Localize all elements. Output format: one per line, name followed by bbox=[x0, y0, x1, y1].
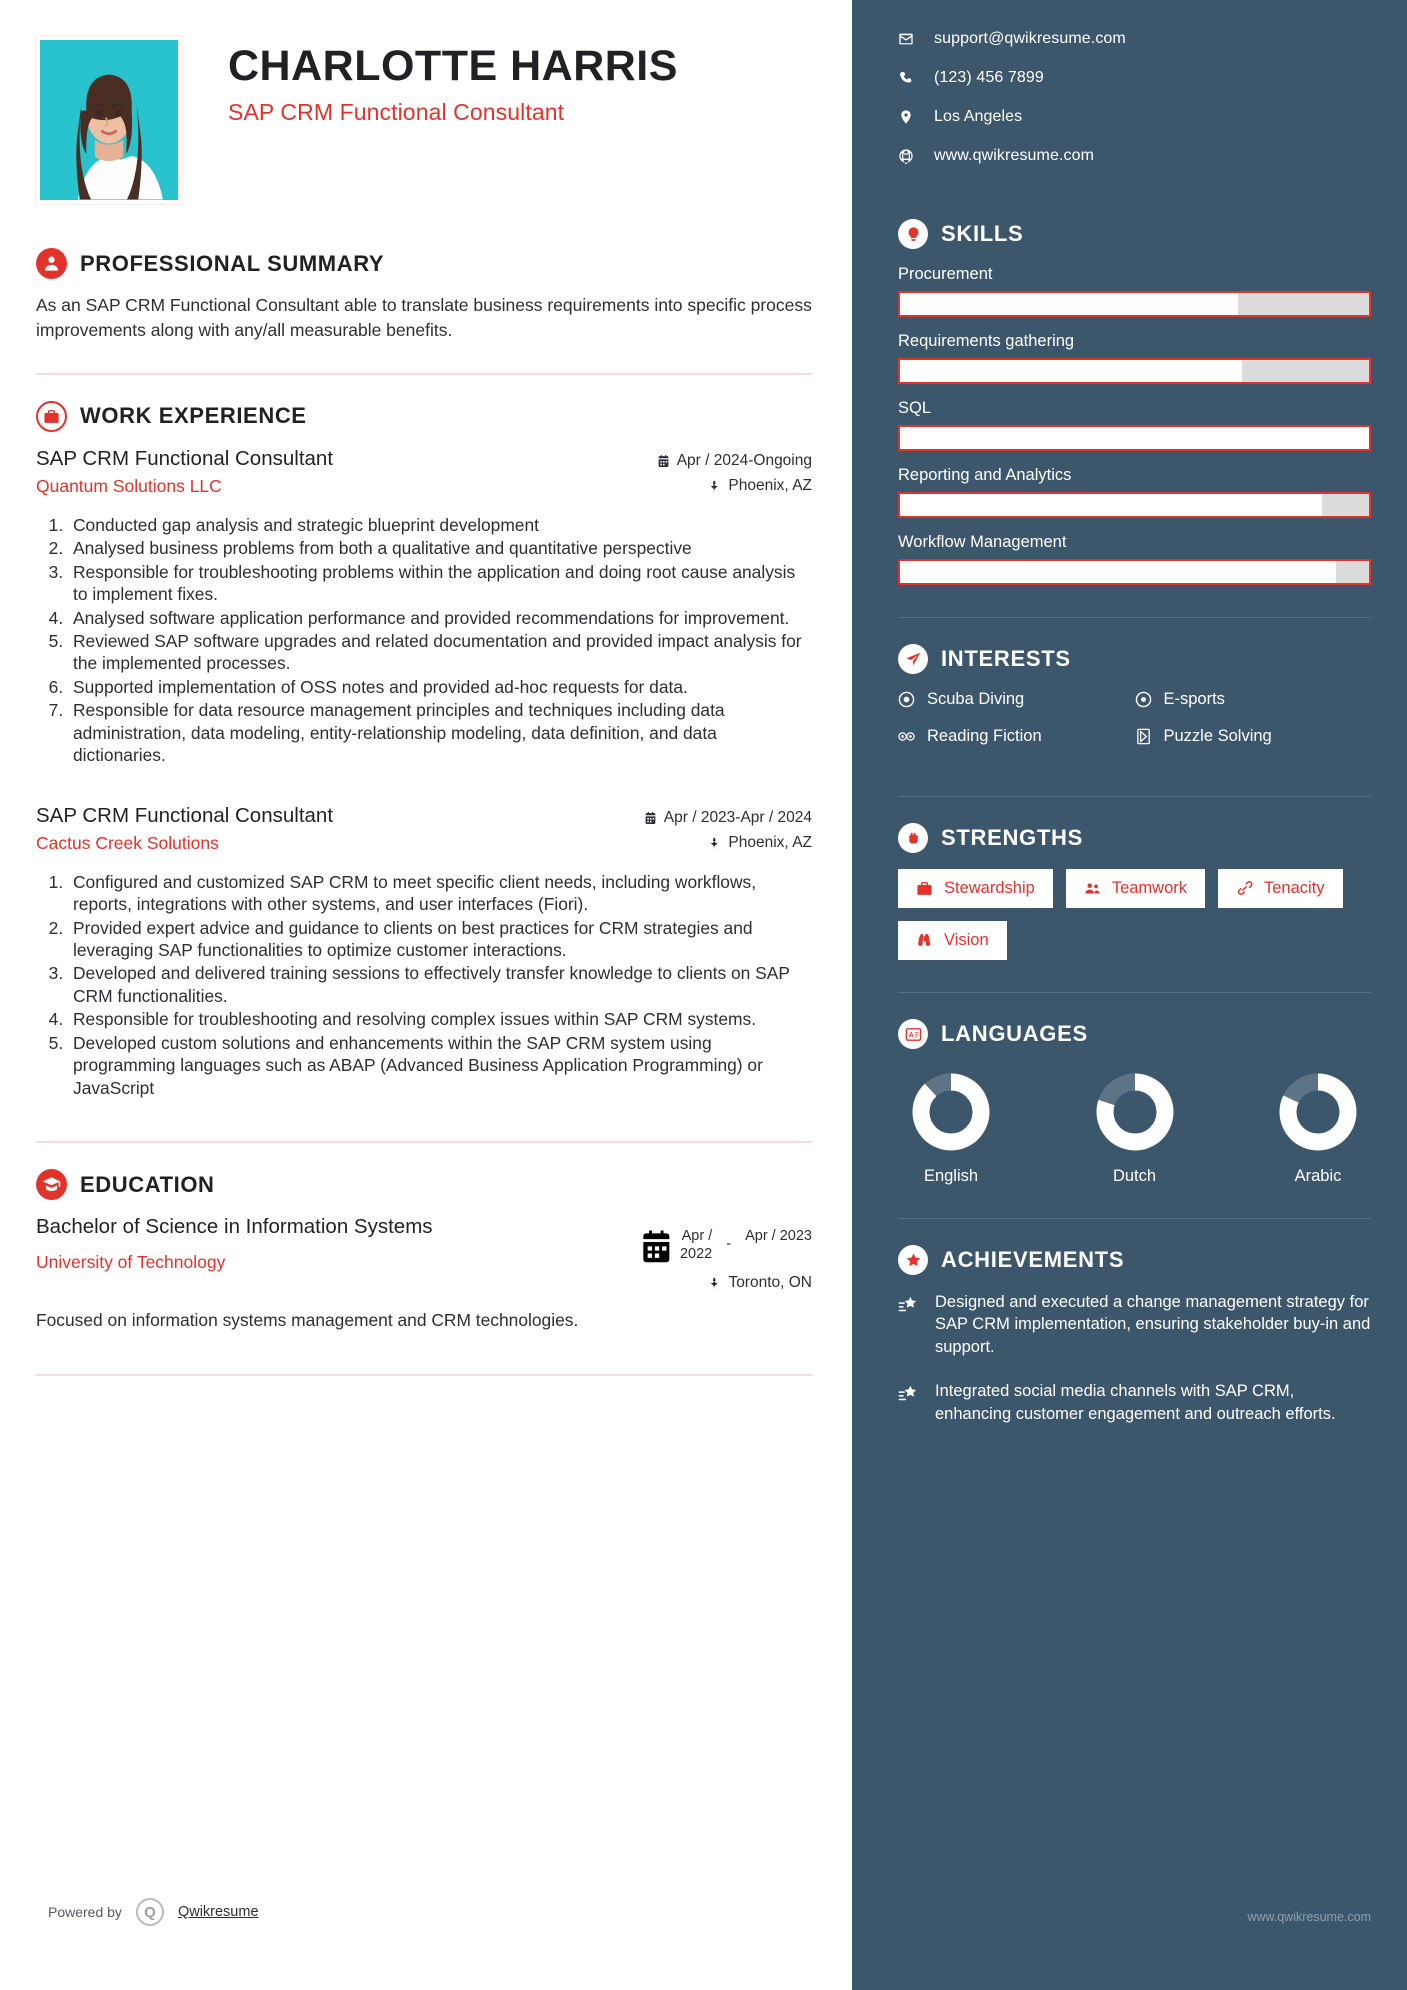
skill-progress-fill bbox=[900, 293, 1238, 315]
interests-section-header bbox=[898, 644, 1371, 674]
esports-icon bbox=[1135, 691, 1152, 708]
people-icon bbox=[1084, 880, 1101, 897]
paper-plane-icon bbox=[898, 644, 928, 674]
work-entry-meta bbox=[632, 803, 812, 859]
education-school: University of Technology bbox=[36, 1252, 226, 1273]
strength-label: Teamwork bbox=[1111, 879, 1187, 897]
section-skills bbox=[898, 219, 1371, 585]
work-bullet: 4. Responsible for troubleshooting and resolving complex issues within SAP CRM systems. bbox=[68, 1008, 812, 1030]
achievement-item bbox=[898, 1380, 1371, 1425]
section-interests bbox=[898, 644, 1371, 764]
briefcase-icon bbox=[916, 880, 933, 897]
briefcase-icon bbox=[36, 401, 67, 432]
strength-chip bbox=[898, 921, 1007, 960]
resume-header bbox=[36, 36, 812, 204]
divider bbox=[36, 373, 812, 375]
work-dates-row bbox=[632, 452, 812, 470]
work-entry-left bbox=[36, 446, 566, 497]
page-footer bbox=[48, 1898, 259, 1926]
contact-phone-row[interactable] bbox=[898, 69, 1371, 87]
interest-label: E-sports bbox=[1163, 690, 1225, 708]
divider bbox=[36, 1374, 812, 1376]
skill-progress-fill bbox=[900, 494, 1322, 516]
interest-item bbox=[898, 690, 1135, 709]
divider bbox=[36, 1141, 812, 1143]
strengths-section-header bbox=[898, 823, 1371, 853]
interest-label: Reading Fiction bbox=[927, 727, 1042, 745]
strength-label: Stewardship bbox=[944, 879, 1035, 897]
pin-icon bbox=[708, 836, 721, 850]
work-location: Phoenix, AZ bbox=[728, 476, 812, 494]
strength-chip bbox=[1218, 869, 1343, 908]
education-dates-row bbox=[632, 1220, 812, 1263]
work-entry-meta bbox=[632, 446, 812, 502]
education-entry-meta bbox=[632, 1214, 812, 1298]
strength-label: Tenacity bbox=[1264, 879, 1325, 897]
calendar-icon bbox=[639, 1229, 674, 1264]
interest-item bbox=[1135, 690, 1372, 709]
skill-label: Requirements gathering bbox=[898, 332, 1075, 350]
achievements-section-header bbox=[898, 1245, 1371, 1275]
languages-heading: LANGUAGES bbox=[941, 1021, 1088, 1046]
language-label: English bbox=[923, 1167, 979, 1185]
strength-chip bbox=[898, 869, 1053, 908]
summary-section-header bbox=[36, 248, 812, 279]
language-donut-chart bbox=[1279, 1073, 1357, 1151]
education-location: Toronto, ON bbox=[728, 1273, 812, 1291]
education-entry bbox=[36, 1214, 812, 1332]
interest-label: Puzzle Solving bbox=[1163, 727, 1272, 745]
section-achievements bbox=[898, 1245, 1371, 1425]
language-item bbox=[1279, 1073, 1357, 1186]
interests-grid bbox=[898, 690, 1371, 764]
powered-by-label: Powered by bbox=[48, 1904, 122, 1920]
work-bullet: 2. Provided expert advice and guidance to clients on best practices for CRM strategies and leveraging SAP functionalities to optimize customer interactions. bbox=[68, 917, 812, 962]
achievement-text: Designed and executed a change management strategy for SAP CRM implementation, ensuring stakeholder buy-in and support. bbox=[935, 1293, 1371, 1356]
user-icon bbox=[36, 248, 67, 279]
work-entry bbox=[36, 803, 812, 1100]
resume-sidebar bbox=[852, 0, 1407, 1990]
name-block bbox=[228, 36, 678, 126]
sidebar-divider bbox=[898, 796, 1371, 797]
sidebar-divider bbox=[898, 992, 1371, 993]
person-name: CHARLOTTE HARRIS bbox=[228, 42, 678, 90]
work-heading: WORK EXPERIENCE bbox=[80, 403, 307, 429]
skill-progress-track bbox=[898, 291, 1371, 317]
work-section-header bbox=[36, 401, 812, 432]
education-heading: EDUCATION bbox=[80, 1171, 215, 1197]
qwikresume-link[interactable]: Qwikresume bbox=[177, 1904, 259, 1920]
lightbulb-icon bbox=[898, 219, 928, 249]
work-bullets bbox=[68, 514, 812, 767]
work-role: SAP CRM Functional Consultant bbox=[36, 803, 334, 827]
map-pin-icon bbox=[898, 109, 914, 125]
skill-item bbox=[898, 265, 1371, 317]
fist-icon bbox=[898, 823, 928, 853]
education-description: Focused on information systems management and CRM technologies. bbox=[36, 1309, 579, 1330]
work-bullet: 6. Supported implementation of OSS notes and provided ad-hoc requests for data. bbox=[68, 676, 812, 698]
work-location-row bbox=[632, 834, 812, 852]
puzzle-icon bbox=[1135, 728, 1152, 745]
section-education bbox=[36, 1169, 812, 1332]
sidebar-divider bbox=[898, 617, 1371, 618]
work-bullet: 1. Configured and customized SAP CRM to meet specific client needs, including workflows, reports, integrations with other systems, and user interfaces (Fiori). bbox=[68, 871, 812, 916]
skill-progress-track bbox=[898, 492, 1371, 518]
education-start-date bbox=[639, 1228, 712, 1263]
skill-item bbox=[898, 466, 1371, 518]
work-dates: Apr / 2024-Ongoing bbox=[676, 451, 812, 469]
star-arrow-icon bbox=[898, 1294, 920, 1316]
work-entry-top bbox=[36, 446, 812, 502]
strength-chip bbox=[1066, 869, 1205, 908]
achievement-item bbox=[898, 1291, 1371, 1358]
star-arrow-icon bbox=[898, 1383, 920, 1405]
work-entry bbox=[36, 446, 812, 767]
work-bullet: 2. Analysed business problems from both a qualitative and quantitative perspective bbox=[68, 537, 812, 559]
skill-progress-track bbox=[898, 425, 1371, 451]
skills-section-header bbox=[898, 219, 1371, 249]
work-bullet: 3. Responsible for troubleshooting problems within the application and doing root cause analysis to implement fixes. bbox=[68, 561, 812, 606]
contact-phone: (123) 456 7899 bbox=[934, 69, 1044, 86]
education-date-end: Apr / 2023 bbox=[745, 1228, 812, 1245]
section-professional-summary bbox=[36, 248, 812, 343]
contact-website: www.qwikresume.com bbox=[934, 147, 1095, 164]
education-location-row bbox=[632, 1274, 812, 1292]
skills-heading: SKILLS bbox=[941, 221, 1024, 246]
education-date-start: Apr / 2022 bbox=[679, 1228, 713, 1262]
pin-icon bbox=[708, 479, 721, 493]
work-entry-left bbox=[36, 803, 566, 854]
translate-icon bbox=[898, 1019, 928, 1049]
work-bullet: 5. Reviewed SAP software upgrades and related documentation and provided impact analysis for the implemented processes. bbox=[68, 630, 812, 675]
education-section-header bbox=[36, 1169, 812, 1200]
contact-location-row bbox=[898, 108, 1371, 126]
pin-icon bbox=[708, 1276, 721, 1290]
skill-progress-fill bbox=[900, 427, 1369, 449]
work-location: Phoenix, AZ bbox=[728, 833, 812, 851]
language-label: Arabic bbox=[1294, 1167, 1342, 1185]
work-entry-top bbox=[36, 803, 812, 859]
skill-item bbox=[898, 332, 1371, 384]
contact-email: support@qwikresume.com bbox=[934, 30, 1126, 47]
education-end-date bbox=[745, 1228, 812, 1246]
education-degree: Bachelor of Science in Information Systems bbox=[36, 1215, 433, 1239]
sidebar-footer-url: www.qwikresume.com bbox=[1247, 1910, 1371, 1924]
section-work-experience bbox=[36, 401, 812, 1100]
skill-label: Procurement bbox=[898, 265, 993, 283]
language-item bbox=[1096, 1073, 1174, 1186]
calendar-icon bbox=[657, 454, 670, 468]
interests-heading: INTERESTS bbox=[941, 646, 1071, 671]
section-strengths bbox=[898, 823, 1371, 960]
envelope-icon bbox=[898, 31, 914, 47]
work-dates-row bbox=[632, 809, 812, 827]
work-bullet: 1. Conducted gap analysis and strategic blueprint development bbox=[68, 514, 812, 536]
book-icon bbox=[898, 728, 915, 745]
star-badge-icon bbox=[898, 1245, 928, 1275]
language-donut-chart bbox=[1096, 1073, 1174, 1151]
work-location-row bbox=[632, 477, 812, 495]
contact-email-row[interactable] bbox=[898, 30, 1371, 48]
skill-progress-fill bbox=[900, 360, 1242, 382]
contact-location: Los Angeles bbox=[934, 108, 1023, 125]
work-company: Cactus Creek Solutions bbox=[36, 832, 219, 853]
languages-section-header bbox=[898, 1019, 1371, 1049]
contact-list bbox=[898, 30, 1371, 165]
interest-item bbox=[898, 727, 1135, 746]
summary-text: As an SAP CRM Functional Consultant able to translate business requirements into specific process improvements along with any/all measurable benefits. bbox=[36, 295, 812, 340]
strengths-grid bbox=[898, 869, 1371, 960]
interest-label: Scuba Diving bbox=[927, 690, 1025, 708]
language-item bbox=[912, 1073, 990, 1186]
interest-item bbox=[1135, 727, 1372, 746]
skill-item bbox=[898, 533, 1371, 585]
work-bullet: 4. Analysed software application performance and provided recommendations for improvement. bbox=[68, 607, 812, 629]
work-dates: Apr / 2023-Apr / 2024 bbox=[663, 808, 812, 826]
summary-heading: PROFESSIONAL SUMMARY bbox=[80, 250, 385, 276]
education-entry-top bbox=[36, 1214, 812, 1298]
achievement-text: Integrated social media channels with SAP CRM, enhancing customer engagement and outreach efforts. bbox=[935, 1382, 1336, 1423]
profile-photo bbox=[36, 36, 182, 204]
phone-icon bbox=[898, 70, 914, 86]
skill-item bbox=[898, 399, 1371, 451]
language-label: Dutch bbox=[1112, 1167, 1157, 1185]
binoculars-icon bbox=[916, 932, 933, 949]
sidebar-divider bbox=[898, 1218, 1371, 1219]
strength-label: Vision bbox=[944, 931, 989, 949]
person-job-title: SAP CRM Functional Consultant bbox=[228, 99, 565, 126]
diving-icon bbox=[898, 691, 915, 708]
work-bullets bbox=[68, 871, 812, 1100]
education-date-separator: - bbox=[726, 1236, 732, 1253]
work-company: Quantum Solutions LLC bbox=[36, 475, 222, 496]
work-bullet: 3. Developed and delivered training sessions to effectively transfer knowledge to clients on SAP CRM functionalities. bbox=[68, 962, 812, 1007]
work-bullet: 7. Responsible for data resource management principles and techniques including data administration, data modeling, entity-relationship modeling, data definition, and data dictionaries. bbox=[68, 699, 812, 766]
contact-website-row[interactable] bbox=[898, 147, 1371, 165]
achievements-heading: ACHIEVEMENTS bbox=[941, 1247, 1125, 1272]
work-role: SAP CRM Functional Consultant bbox=[36, 446, 334, 470]
skill-label: Reporting and Analytics bbox=[898, 466, 1072, 484]
calendar-icon bbox=[644, 811, 657, 825]
languages-grid bbox=[898, 1065, 1371, 1186]
skill-progress-track bbox=[898, 559, 1371, 585]
skill-progress-fill bbox=[900, 561, 1336, 583]
qwikresume-logo-icon: Q bbox=[136, 1898, 164, 1926]
work-bullet: 5. Developed custom solutions and enhancements within the SAP CRM system using programming languages such as ABAP (Advanced Business Application Programming) or JavaScript bbox=[68, 1032, 812, 1099]
section-languages bbox=[898, 1019, 1371, 1186]
skill-label: Workflow Management bbox=[898, 533, 1067, 551]
skill-label: SQL bbox=[898, 399, 932, 417]
avatar-illustration bbox=[40, 40, 178, 200]
link-icon bbox=[1236, 880, 1253, 897]
globe-icon bbox=[898, 148, 914, 164]
strengths-heading: STRENGTHS bbox=[941, 825, 1083, 850]
language-donut-chart bbox=[912, 1073, 990, 1151]
skill-progress-track bbox=[898, 358, 1371, 384]
graduation-cap-icon bbox=[36, 1169, 67, 1200]
education-entry-left bbox=[36, 1214, 506, 1273]
